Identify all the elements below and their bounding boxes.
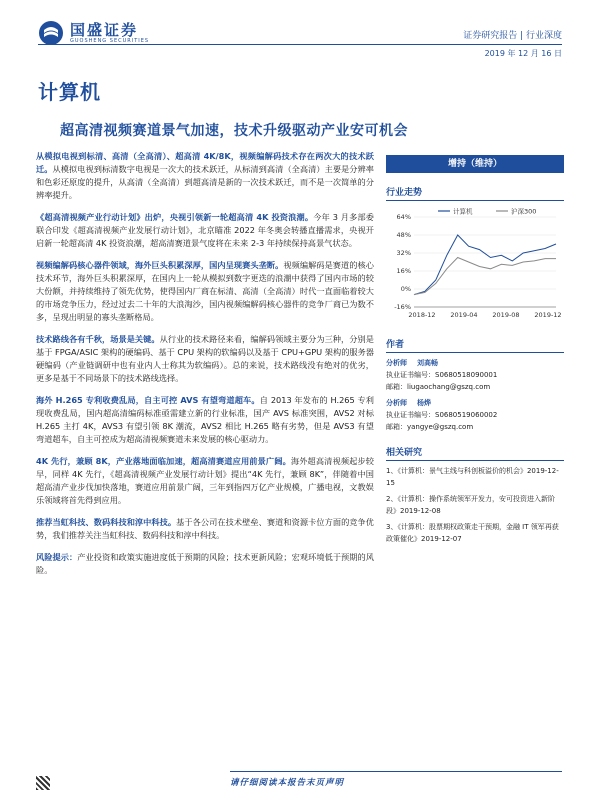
y-tick-label: 32% <box>396 249 411 257</box>
x-tick-label: 2018-12 <box>408 311 436 319</box>
analyst-title: 作者 <box>386 337 564 353</box>
x-tick-label: 2019-12 <box>534 311 562 319</box>
analyst-email[interactable]: 邮箱：yangye@gszq.com <box>386 423 474 431</box>
paragraph-text: 海外超高清视频起步较早，同样 4K 先行，《超高清视频产业发展行动计划》提出“4K 先行，兼顾 8K”，伴随着中国超高清产业步伐加快落地，赛道应用前景广阔，三年到指四万亿产业规模，广播电视，文教娱乐领域将首先得到应用。 <box>36 456 374 505</box>
paragraph-lead: 风险提示： <box>36 552 78 562</box>
analyst-block <box>386 397 564 433</box>
paragraph <box>36 394 374 446</box>
paragraph <box>36 333 374 385</box>
y-tick-label: 0% <box>400 285 411 293</box>
related-item[interactable]: 2、《计算机：操作系统领军开发力，安可投资进入新阶段》2019-12-08 <box>386 495 555 515</box>
y-tick-label: 48% <box>396 231 411 239</box>
analyst-role: 分析师 <box>386 399 407 407</box>
report-headline: 超高清视频赛道景气加速，技术升级驱动产业安可机会 <box>60 123 408 139</box>
analyst-cert: 执业证书编号：S0680518090001 <box>386 371 498 379</box>
paragraph-text: 视频编解码是赛道的核心技术环节，海外巨头积累深厚，在国内上一轮从模拟到数字更迭的浪潮中获得了国内市场的较大份额，并持续维持了领先优势，使得国内厂商在标清、高清（全高清）时代一直面临着较大的市场竞争压力，经过过去二十年的大浪淘沙，国内视频编解码核心器件的竞争厂商已为数不多，呈现出明显的寡头垄断格局。 <box>36 260 374 322</box>
report-date: 2019 年 12 月 16 日 <box>484 49 562 58</box>
y-tick-label: -16% <box>394 303 411 311</box>
legend-label: 计算机 <box>453 207 473 216</box>
analyst-email[interactable]: 邮箱：liugaochang@gszq.com <box>386 383 491 391</box>
y-tick-label: 16% <box>396 267 411 275</box>
sidebar <box>386 155 564 545</box>
footer-disclaimer: 请仔细阅读本报告末页声明 <box>230 778 345 788</box>
paragraph <box>36 150 374 202</box>
paragraph-text: 产业投资和政策实施进度低于预期的风险；技术更新风险；宏观环境低于预期的风险。 <box>36 552 374 575</box>
paragraph-lead: 海外 H.265 专利收费乱局，自主可控 AVS 有望弯道超车。 <box>36 395 260 405</box>
paragraph-lead: 《超高清视频产业行动计划》出炉，央视引领新一轮超高清 4K 投资浪潮。 <box>36 212 314 222</box>
analyst-cert: 执业证书编号：S0680519060002 <box>386 411 498 419</box>
series-line <box>414 235 556 295</box>
footer-divider <box>230 771 562 772</box>
logo-english-name: GUOSHENG SECURITIES <box>70 37 150 44</box>
header-divider <box>38 44 562 45</box>
paragraph-text: 基于各公司在技术壁垒、赛道和资源卡位方面的竞争优势，我们推荐关注当虹科技、数码科技和淳中科技。 <box>36 517 374 540</box>
paragraph <box>36 259 374 324</box>
related-item[interactable]: 1、《计算机：景气主线与科创板溢价的机会》2019-12-15 <box>386 467 559 487</box>
x-tick-label: 2019-08 <box>492 311 520 319</box>
paragraph <box>36 211 374 250</box>
trend-chart-svg <box>386 207 564 325</box>
paragraph <box>36 551 374 577</box>
paragraph-text: 从模拟电视到标清数字电视是一次大的技术跃迁，从标清到高清（全高清）主要是分辨率和色彩还原度的提升，从高清（全高清）到超高清是新的一次技术跃迁，而不是一次简单的分辨率提升。 <box>36 164 374 200</box>
x-tick-label: 2019-04 <box>450 311 478 319</box>
paragraph-lead: 从模拟电视到标清、高清（全高清）、超高清 4K/8K，视频编解码技术存在两次大的技术跃迁。 <box>36 151 374 174</box>
analyst-name: 杨烨 <box>417 399 431 407</box>
y-tick-label: 64% <box>396 213 411 221</box>
page-header <box>0 0 600 62</box>
paragraph-lead: 技术路线各有千秋，场景是关键。 <box>36 334 160 344</box>
legend-label: 沪深300 <box>511 207 537 216</box>
paragraph-text: 从行业的技术路径来看，编解码领域主要分为三种，分别是基于 FPGA/ASIC 架构的硬编码、基于 CPU 架构的软编码以及基于 CPU+GPU 架构的服务器硬编码（产业链调研中也有业内人士称其为软编码）。总的来说，技术路线没有绝对的优劣，更多是基于不同场景下的技术路线选择。 <box>36 334 374 383</box>
analyst-role: 分析师 <box>386 359 407 367</box>
paragraph <box>36 516 374 542</box>
paragraph-lead: 4K 先行，兼顾 8K，产业落地面临加速，超高清赛道应用前景广阔。 <box>36 456 291 466</box>
logo-chinese-name: 国盛证券 <box>70 20 139 39</box>
company-logo <box>38 20 149 46</box>
trend-chart <box>386 207 564 325</box>
paragraph-text: 自 2013 年发布的 H.265 专利现收费乱局，国内超高清编码标准亟需建立新的行业标准，国产 AVS 标准突围，AVS2 对标 H.265 主打 4K，AVS3 有望引领 8K 潮流，AVS2 相比 H.265 略有劣势，但是 AVS3 有望弯道超车，自主可控成为超高清视频赛道未来发展的核心驱动力。 <box>36 395 374 444</box>
report-body <box>36 150 374 586</box>
trend-title: 行业走势 <box>386 185 564 201</box>
paragraph-lead: 视频编解码核心器件领域，海外巨头积累深厚，国内呈现赛头垄断。 <box>36 260 284 270</box>
paragraph-text: 今年 3 月多部委联合印发《超高清视频产业发展行动计划》，北京瞄准 2022 年冬奥会转播直播需求，央视开启新一轮超高清 4K 投资浪潮，超高清赛道景气度将在未来 2-3 年持续保持高景气状态。 <box>36 212 374 248</box>
qr-code-icon <box>36 776 50 790</box>
related-title: 相关研究 <box>386 445 564 461</box>
industry-title: 计算机 <box>38 80 101 104</box>
paragraph-lead: 推荐当虹科技、数码科技和淳中科技。 <box>36 517 177 527</box>
logo-icon <box>38 20 64 46</box>
analyst-block <box>386 357 564 393</box>
analyst-name: 刘高畅 <box>417 359 438 367</box>
rating-badge: 增持（维持） <box>386 155 564 173</box>
paragraph <box>36 455 374 507</box>
report-type: 证券研究报告 | 行业深度 <box>463 31 562 41</box>
related-item[interactable]: 3、《计算机：股票期权政策走干预期，金融 IT 领军再获政策催化》2019-12-07 <box>386 523 559 543</box>
